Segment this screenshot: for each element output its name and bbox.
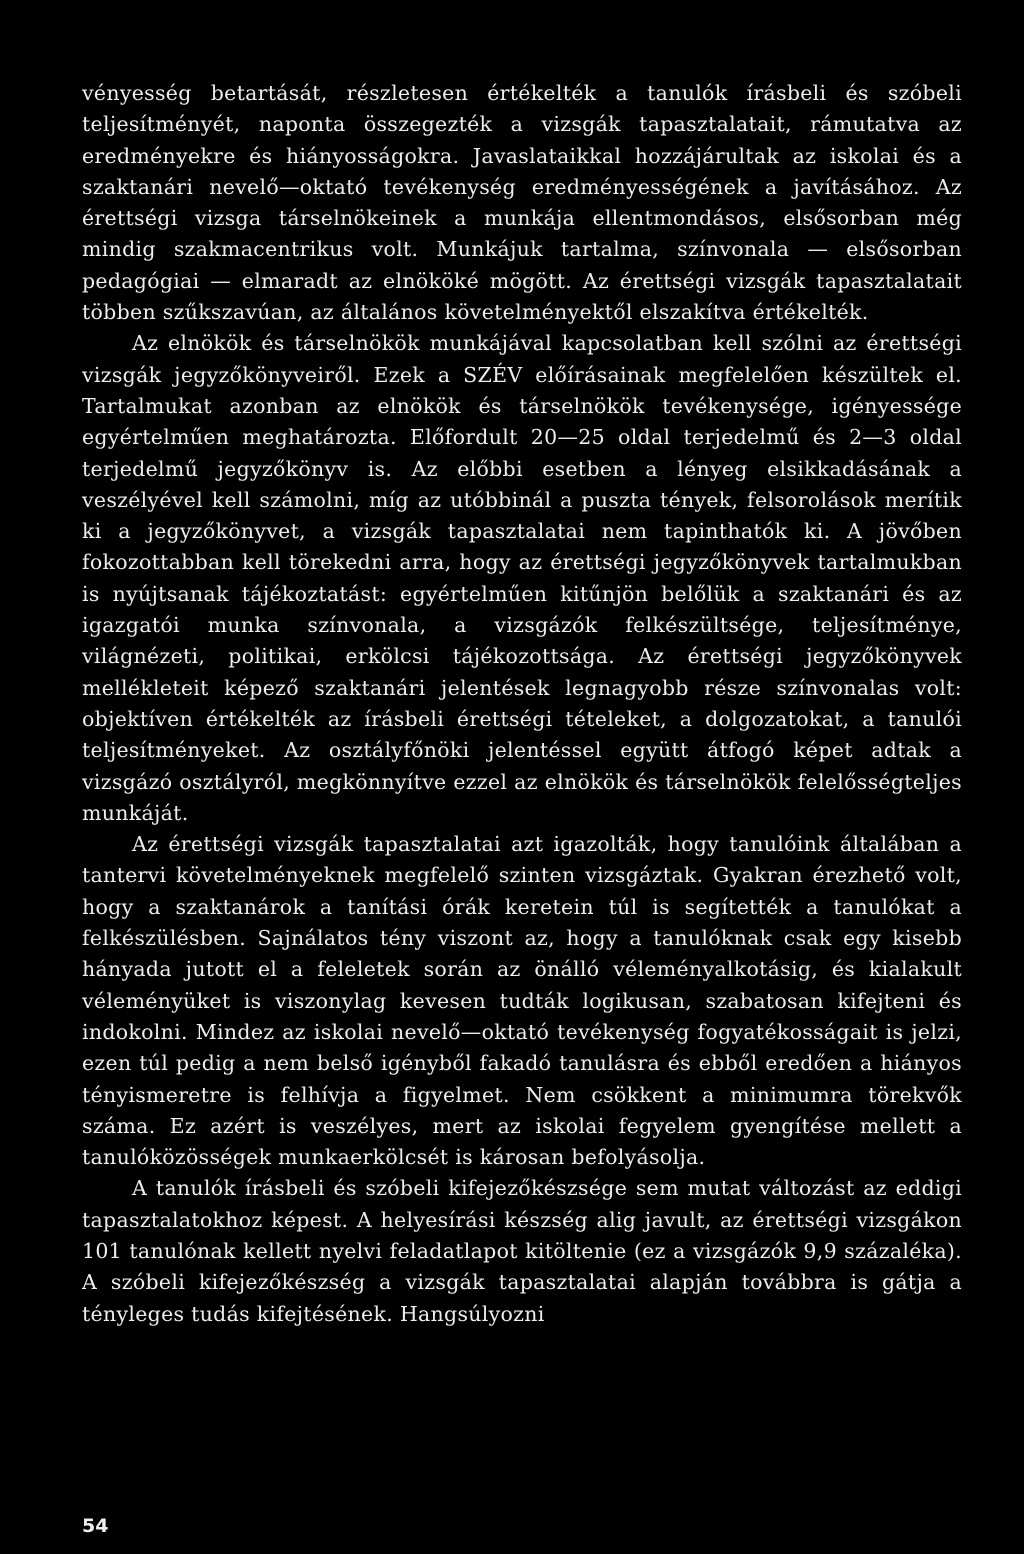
paragraph-1: vényesség betartását, részletesen értékelték a tanulók írásbeli és szóbeli teljesítményét, naponta összegezték a vizsgák tapasztalatait, rámutatva az eredményekre és hiányosságokra. Javaslataikkal hozzájárultak az iskolai és a szaktanári nevelő—oktató tevékenység eredményességének a javításához. Az érettségi vizsga társelnökeinek a munkája ellentmondásos, elsősorban még mindig szakmacentrikus volt. Munkájuk tartalma, színvonala — elsősorban pedagógiai — elmaradt az elnököké mögött. Az érettségi vizsgák tapasztalatait többen szűkszavúan, az általános követelményektől elszakítva értékelték. bbox=[82, 81, 962, 325]
paragraph-4: A tanulók írásbeli és szóbeli kifejezőkészsége sem mutat változást az eddigi tapasztalatokhoz képest. A helyesírási készség alig javult, az érettségi vizsgákon 101 tanulónak kellett nyelvi feladatlapot kitöltenie (ez a vizsgázók 9,9 százaléka). A szóbeli kifejezőkészség a vizsgák tapasztalatai alapján továbbra is gátja a tényleges tudás kifejtésének. Hangsúlyozni bbox=[82, 1176, 962, 1326]
paragraph-3: Az érettségi vizsgák tapasztalatai azt igazolták, hogy tanulóink általában a tantervi követelményeknek megfelelő szinten vizsgáztak. Gyakran érezhető volt, hogy a szaktanárok a tanítási órák keretein túl is segítették a tanulókat a felkészülésben. Sajnálatos tény viszont az, hogy a tanulóknak csak egy kisebb hányada jutott el a feleletek során az önálló véleményalkotásig, és kialakult véleményüket is viszonylag kevesen tudták logikusan, szabatosan kifejteni és indokolni. Mindez az iskolai nevelő—oktató tevékenység fogyatékosságait is jelzi, ezen túl pedig a nem belső igényből fakadó tanulásra és ebből eredően a hiányos tényismeretre is felhívja a figyelmet. Nem csökkent a minimumra törekvők száma. Ez azért is veszélyes, mert az iskolai fegyelem gyengítése mellett a tanulóközösségek munkaerkölcsét is károsan befolyásolja. bbox=[82, 832, 962, 1170]
paragraph-2: Az elnökök és társelnökök munkájával kapcsolatban kell szólni az érettségi vizsgák jegyzőkönyveiről. Ezek a SZÉV előírásainak megfelelően készültek el. Tartalmukat azonban az elnökök és társelnökök tevékenysége, igényessége egyértelműen meghatározta. Előfordult 20—25 oldal terjedelmű és 2—3 oldal terjedelmű jegyzőkönyv is. Az előbbi esetben a lényeg elsikkadásának a veszélyével kell számolni, míg az utóbbinál a puszta tények, felsorolások merítik ki a jegyzőkönyvet, a vizsgák tapasztalatai nem tapinthatók ki. A jövőben fokozottabban kell törekedni arra, hogy az érettségi jegyzőkönyvek tartalmukban is nyújtsanak tájékoztatást: egyértelműen kitűnjön belőlük a szaktanári és az igazgatói munka színvonala, a vizsgázók felkészültsége, teljesítménye, világnézeti, politikai, erkölcsi tájékozottsága. Az érettségi jegyzőkönyvek mellékleteit képező szaktanári jelentések legnagyobb része színvonalas volt: objektíven értékelték az írásbeli érettségi tételeket, a dolgozatokat, a tanulói teljesítményeket. Az osztályfőnöki jelentéssel együtt átfogó képet adtak a vizsgázó osztályról, megkönnyítve ezzel az elnökök és társelnökök felelősségteljes munkáját. bbox=[82, 331, 962, 825]
document-body bbox=[82, 78, 962, 1330]
page-number: 54 bbox=[82, 1515, 109, 1537]
